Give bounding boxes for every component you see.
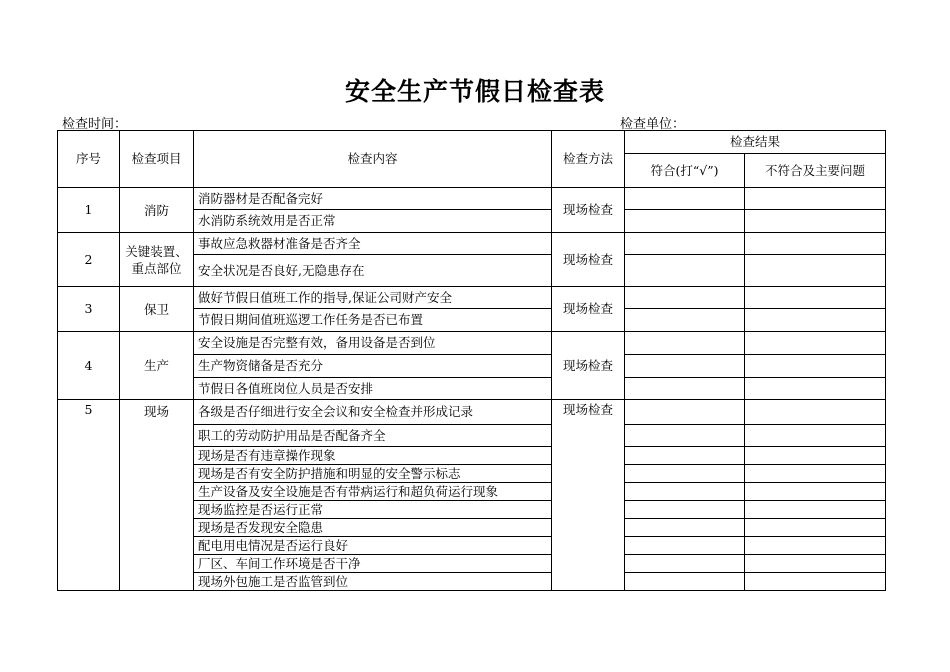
fail-notes-cell[interactable] — [745, 483, 886, 501]
header-result: 检查结果 — [625, 131, 886, 154]
fail-notes-cell[interactable] — [745, 400, 886, 425]
header-pass: 符合(打“√”) — [625, 154, 745, 188]
pass-check-cell[interactable] — [625, 447, 745, 465]
header-item: 检查项目 — [120, 131, 194, 188]
pass-check-cell[interactable] — [625, 400, 745, 425]
fail-notes-cell[interactable] — [745, 332, 886, 355]
content-cell: 现场外包施工是否监管到位 — [194, 573, 552, 591]
content-cell: 生产设备及安全设施是否有带病运行和超负荷运行现象 — [194, 483, 552, 501]
content-cell: 现场是否有安全防护措施和明显的安全警示标志 — [194, 465, 552, 483]
inspection-time-label: 检查时间： — [62, 117, 128, 132]
content-cell: 水消防系统效用是否正常 — [194, 210, 552, 233]
method-cell: 现场检查 — [552, 287, 625, 332]
content-cell: 消防器材是否配备完好 — [194, 188, 552, 210]
content-cell: 节假日期间值班巡逻工作任务是否已布置 — [194, 309, 552, 332]
pass-check-cell[interactable] — [625, 255, 745, 287]
pass-check-cell[interactable] — [625, 287, 745, 309]
fail-notes-cell[interactable] — [745, 355, 886, 378]
method-cell: 现场检查 — [552, 188, 625, 233]
table-row — [58, 332, 886, 355]
table-row — [58, 400, 886, 425]
fail-notes-cell[interactable] — [745, 233, 886, 255]
fail-notes-cell[interactable] — [745, 465, 886, 483]
pass-check-cell[interactable] — [625, 378, 745, 400]
pass-check-cell[interactable] — [625, 537, 745, 555]
content-cell: 节假日各值班岗位人员是否安排 — [194, 378, 552, 400]
content-cell: 各级是否仔细进行安全会议和安全检查并形成记录 — [194, 400, 552, 425]
fail-notes-cell[interactable] — [745, 501, 886, 519]
seq-cell: 5 — [58, 400, 120, 591]
fail-notes-cell[interactable] — [745, 425, 886, 447]
item-cell: 消防 — [120, 188, 194, 233]
header-seq: 序号 — [58, 131, 120, 188]
fail-notes-cell[interactable] — [745, 519, 886, 537]
fail-notes-cell[interactable] — [745, 287, 886, 309]
seq-cell: 4 — [58, 332, 120, 400]
pass-check-cell[interactable] — [625, 519, 745, 537]
content-cell: 现场是否发现安全隐患 — [194, 519, 552, 537]
method-cell: 现场检查 — [552, 233, 625, 287]
content-cell: 安全状况是否良好,无隐患存在 — [194, 255, 552, 287]
fail-notes-cell[interactable] — [745, 309, 886, 332]
fail-notes-cell[interactable] — [745, 378, 886, 400]
pass-check-cell[interactable] — [625, 573, 745, 591]
pass-check-cell[interactable] — [625, 332, 745, 355]
item-cell: 现场 — [120, 400, 194, 591]
header-content: 检查内容 — [194, 131, 552, 188]
pass-check-cell[interactable] — [625, 233, 745, 255]
fail-notes-cell[interactable] — [745, 447, 886, 465]
content-cell: 现场监控是否运行正常 — [194, 501, 552, 519]
method-cell: 现场检查 — [552, 400, 625, 591]
pass-check-cell[interactable] — [625, 501, 745, 519]
pass-check-cell[interactable] — [625, 465, 745, 483]
page-title: 安全生产节假日检查表 — [344, 77, 605, 106]
fail-notes-cell[interactable] — [745, 555, 886, 573]
pass-check-cell[interactable] — [625, 483, 745, 501]
method-cell: 现场检查 — [552, 332, 625, 400]
seq-cell: 2 — [58, 233, 120, 287]
content-cell: 安全设施是否完整有效，备用设备是否到位 — [194, 332, 552, 355]
content-cell: 做好节假日值班工作的指导,保证公司财产安全 — [194, 287, 552, 309]
seq-cell: 3 — [58, 287, 120, 332]
pass-check-cell[interactable] — [625, 309, 745, 332]
inspection-unit-label: 检查单位： — [620, 117, 686, 132]
pass-check-cell[interactable] — [625, 425, 745, 447]
pass-check-cell[interactable] — [625, 555, 745, 573]
table-row — [58, 233, 886, 255]
inspection-table — [57, 130, 886, 591]
table-row — [58, 287, 886, 309]
fail-notes-cell[interactable] — [745, 573, 886, 591]
content-cell: 厂区、车间工作环境是否干净 — [194, 555, 552, 573]
content-cell: 生产物资储备是否充分 — [194, 355, 552, 378]
header-method: 检查方法 — [552, 131, 625, 188]
pass-check-cell[interactable] — [625, 355, 745, 378]
content-cell: 配电用电情况是否运行良好 — [194, 537, 552, 555]
fail-notes-cell[interactable] — [745, 255, 886, 287]
seq-cell: 1 — [58, 188, 120, 233]
content-cell: 事故应急救器材准备是否齐全 — [194, 233, 552, 255]
content-cell: 现场是否有违章操作现象 — [194, 447, 552, 465]
item-cell: 保卫 — [120, 287, 194, 332]
header-fail: 不符合及主要问题 — [745, 154, 886, 188]
item-cell: 生产 — [120, 332, 194, 400]
pass-check-cell[interactable] — [625, 210, 745, 233]
item-cell: 关键装置、重点部位 — [120, 233, 194, 287]
fail-notes-cell[interactable] — [745, 537, 886, 555]
fail-notes-cell[interactable] — [745, 210, 886, 233]
content-cell: 职工的劳动防护用品是否配备齐全 — [194, 425, 552, 447]
fail-notes-cell[interactable] — [745, 188, 886, 210]
pass-check-cell[interactable] — [625, 188, 745, 210]
table-row — [58, 188, 886, 210]
